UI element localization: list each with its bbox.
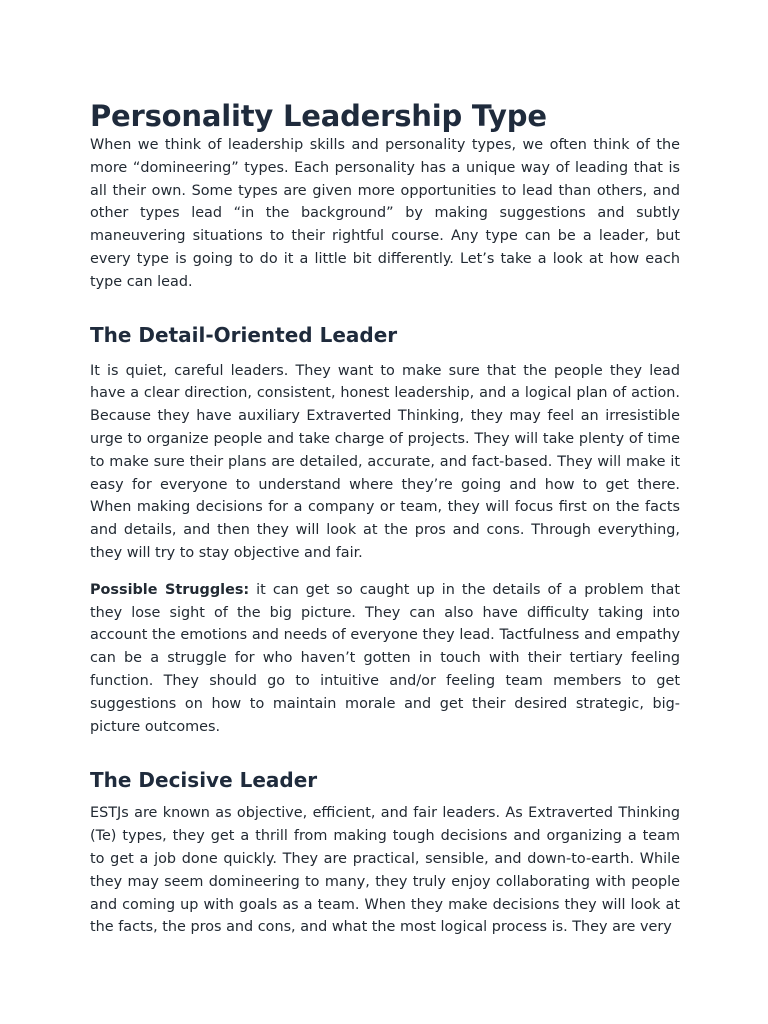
decisive-paragraph: ESTJs are known as objective, efficient, and fair leaders. As Extraverted Thinking (Te) types, they get a thrill from making tough decisions and organizing a team to get a job done quickly. They are practical, sensible, and down-to-earth. While they may seem domineering to many, they truly enjoy collaborating with people and coming up with goals as a team. When they make decisions they will look at the facts, the pros and cons, and what the most logical process is. They are very	[90, 805, 680, 936]
intro-paragraph: When we think of leadership skills and personality types, we often think of the more “domineering” types. Each personality has a unique way of leading that is all their own. Some types are given more opportunities to lead than others, and other types lead “in the background” by making suggestions and subtly maneuvering situations to their rightful course. Any type can be a leader, but every type is going to do it a little bit differently. Let’s take a look at how each type can lead.	[90, 137, 680, 290]
possible-struggles-paragraph	[90, 579, 680, 739]
possible-struggles-label: Possible Struggles:	[90, 581, 250, 598]
possible-struggles-text: it can get so caught up in the details of a problem that they lose sight of the big picture. They can also have difficulty taking into account the emotions and needs of everyone they lead. Tactfulness and empathy can be a struggle for who haven’t gotten in touch with their tertiary feeling function. They should go to intuitive and/or feeling team members to get suggestions on how to maintain morale and get their desired strategic, big-picture outcomes.	[90, 581, 681, 735]
section-heading-decisive: The Decisive Leader	[90, 768, 318, 793]
page-title: Personality Leadership Type	[90, 99, 547, 133]
detail-oriented-paragraph: It is quiet, careful leaders. They want to make sure that the people they lead have a clear direction, consistent, honest leadership, and a logical plan of action. Because they have auxiliary Extraverted Thinking, they may feel an irresistible urge to organize people and take charge of projects. They will take plenty of time to make sure their plans are detailed, accurate, and fact-based. They will make it easy for everyone to understand where they’re going and how to get there. When making decisions for a company or team, they will focus first on the facts and details, and then they will look at the pros and cons. Through everything, they will try to stay objective and fair.	[90, 362, 680, 561]
section-heading-detail-oriented: The Detail-Oriented Leader	[90, 322, 398, 347]
